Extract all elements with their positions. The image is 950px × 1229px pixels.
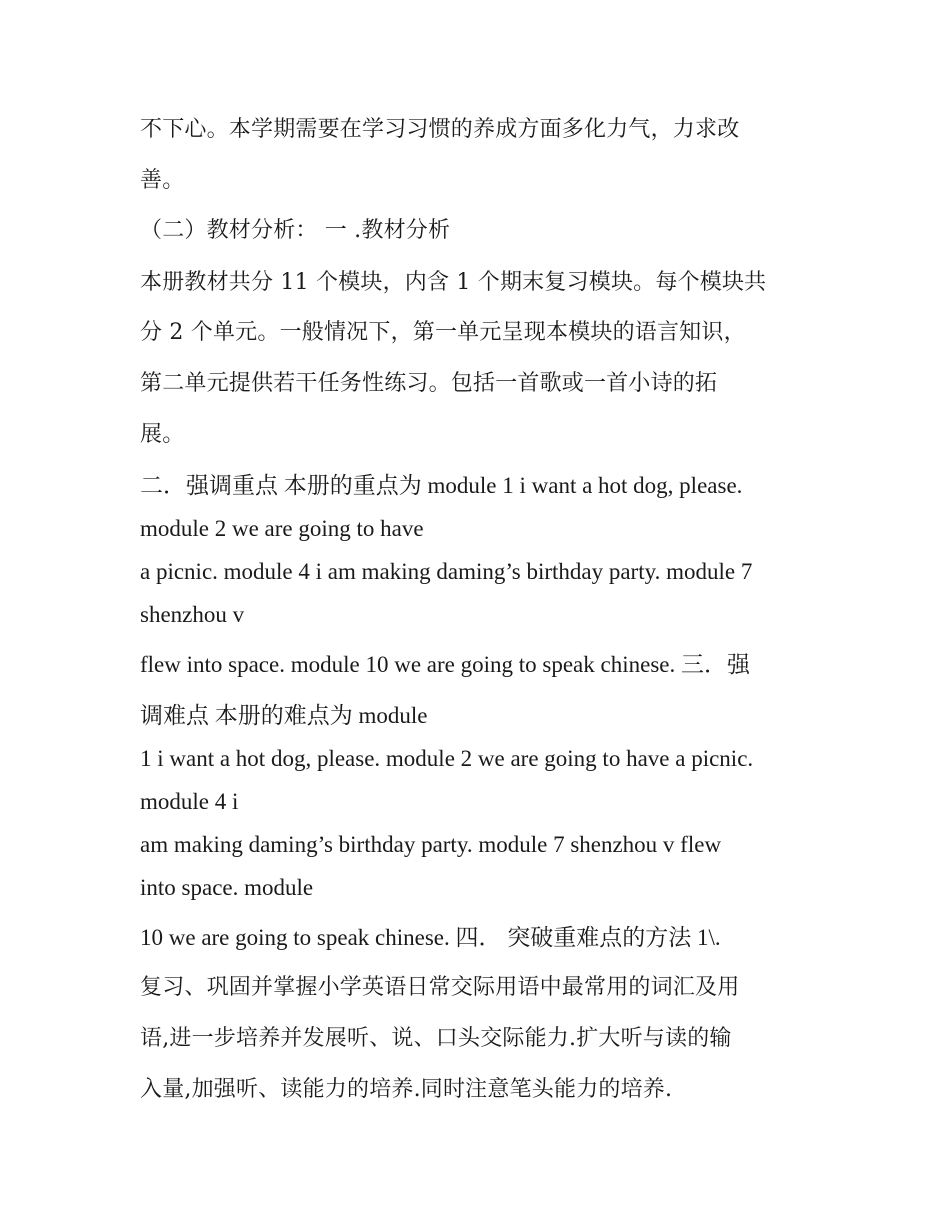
paragraph-line: 调难点 本册的难点为 module: [140, 703, 428, 728]
paragraph-line: 语,进一步培养并发展听、说、口头交际能力.扩大听与读的输: [140, 1026, 732, 1051]
paragraph-line: into space. module: [140, 875, 314, 900]
paragraph-line: a picnic. module 4 i am making daming’s birthday party. module 7: [140, 559, 753, 584]
paragraph-line: am making daming’s birthday party. module 7 shenzhou v flew: [140, 832, 722, 857]
section-heading: （二）教材分析： 一 .教材分析: [140, 218, 451, 243]
paragraph-line: 善。: [140, 168, 185, 193]
paragraph-line: 展。: [140, 422, 185, 447]
paragraph-line: 二．强调重点 本册的重点为 module 1 i want a hot dog, please.: [140, 473, 743, 498]
paragraph-line: 不下心。本学期需要在学习习惯的养成方面多化力气，力求改: [140, 117, 740, 142]
paragraph-line: 本册教材共分 11 个模块，内含 1 个期末复习模块。每个模块共: [140, 270, 767, 295]
paragraph-line: 第二单元提供若干任务性练习。包括一首歌或一首小诗的拓: [140, 371, 718, 396]
paragraph-line: 分 2 个单元。一般情况下，第一单元呈现本模块的语言知识，: [140, 320, 746, 345]
paragraph-line: module 2 we are going to have: [140, 516, 424, 541]
paragraph-line: module 4 i: [140, 789, 239, 814]
paragraph-line: 10 we are going to speak chinese. 四． 突破重难点的方法 1\.: [140, 925, 721, 950]
paragraph-line: shenzhou v: [140, 602, 245, 627]
paragraph-line: 复习、巩固并掌握小学英语日常交际用语中最常用的词汇及用: [140, 975, 740, 1000]
paragraph-line: 1 i want a hot dog, please. module 2 we are going to have a picnic.: [140, 746, 754, 771]
paragraph-line: flew into space. module 10 we are going to speak chinese. 三．强: [140, 652, 750, 677]
paragraph-line: 入量,加强听、读能力的培养.同时注意笔头能力的培养.: [140, 1077, 673, 1102]
